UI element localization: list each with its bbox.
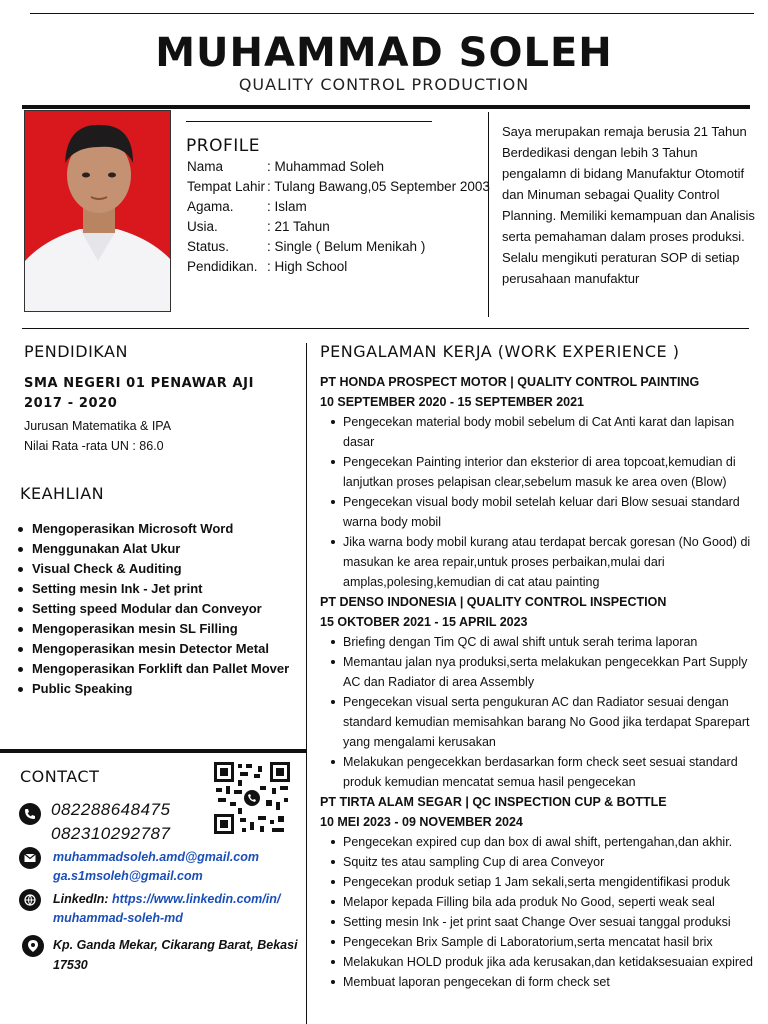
duty-item: Pengecekan Painting interior dan eksterior di area topcoat,kemudian di lanjutkan proses pelapisan clear,sebelum masuk ke area oven (Blow) [320,452,766,492]
skill-item: Setting speed Modular dan Conveyor [18,599,289,619]
experience-list [320,372,766,992]
job-entry [320,372,766,592]
column-divider [306,343,307,1024]
duty-item: Pengecekan material body mobil sebelum di Cat Anti karat dan lapisan dasar [320,412,766,452]
email-primary[interactable]: muhammadsoleh.amd@gmail.com [53,850,259,864]
skill-item: Public Speaking [18,679,289,699]
address-line-1: Kp. Ganda Mekar, Cikarang Barat, Bekasi [53,938,298,952]
profile-value: : 21 Tahun [267,219,330,234]
profile-photo [24,110,171,312]
profile-value: : Islam [267,199,307,214]
location-icon [22,935,44,957]
linkedin-line-2 [53,909,183,928]
duty-item: Pengecekan Brix Sample di Laboratorium,serta mencatat hasil brix [320,932,766,952]
profile-label: Tempat Lahir [187,179,266,194]
skill-item: Mengoperasikan mesin SL Filling [18,619,289,639]
profile-label: Pendidikan. [187,259,258,274]
duty-item: Squitz tes atau sampling Cup di area Conveyor [320,852,766,872]
skills-list [18,519,289,699]
profile-title-rule [186,121,432,122]
linkedin-icon [19,889,41,911]
experience-heading: PENGALAMAN KERJA (WORK EXPERIENCE ) [320,342,680,361]
profile-row-religion [187,197,490,217]
job-date: 15 OKTOBER 2021 - 15 APRIL 2023 [320,615,528,629]
job-title: PT DENSO INDONESIA | QUALITY CONTROL INSPECTION [320,595,667,609]
job-duties [320,832,766,992]
duty-item: Briefing dengan Tim QC di awal shift untuk serah terima laporan [320,632,766,652]
linkedin-label: LinkedIn: [53,892,109,906]
candidate-role: QUALITY CONTROL PRODUCTION [238,75,530,94]
contact-heading: CONTACT [20,767,100,786]
phone-icon [19,803,41,825]
top-rule [30,13,754,14]
linkedin-line [53,890,280,909]
duty-item: Jika warna body mobil kurang atau terdapat bercak goresan (No Good) di masukan ke area repair,untuk proses perbaikan,mulai dari amplas,polesing,kemudian di cat atau painting [320,532,766,592]
profile-details [187,157,490,277]
candidate-name: MUHAMMAD SOLEH [155,30,613,76]
contact-bar [0,749,306,753]
profile-value: : Muhammad Soleh [267,159,385,174]
job-duties [320,632,766,792]
profile-row-status [187,237,490,257]
duty-item: Membuat laporan pengecekan di form check set [320,972,766,992]
job-entry [320,592,766,792]
linkedin-url[interactable]: https://www.linkedin.com/in/ [112,892,281,906]
duty-item: Setting mesin Ink - jet print saat Change Over sesuai tanggal produksi [320,912,766,932]
address-line-2: 17530 [53,958,88,972]
skill-item: Mengoperasikan Microsoft Word [18,519,289,539]
phone-primary[interactable]: 082288648475 [51,800,171,819]
duty-item: Pengecekan produk setiap 1 Jam sekali,serta mengidentifikasi produk [320,872,766,892]
email-secondary[interactable]: ga.s1msoleh@gmail.com [53,869,203,883]
profile-value: : Single ( Belum Menikah ) [267,239,426,254]
skills-heading: KEAHLIAN [20,484,105,503]
qr-code-graphic [214,762,290,834]
profile-row-education [187,257,490,277]
skill-item: Mengoperasikan Forklift dan Pallet Mover [18,659,289,679]
duty-item: Pengecekan visual serta pengukuran AC dan Radiator sesuai dengan standard kemudian memisahkan barang No Good jika terdapat Sparepart yang mengalami kerusakan [320,692,766,752]
mid-rule [22,328,749,329]
job-date: 10 MEI 2023 - 09 NOVEMBER 2024 [320,815,523,829]
job-date: 10 SEPTEMBER 2020 - 15 SEPTEMBER 2021 [320,395,585,409]
skill-item: Visual Check & Auditing [18,559,289,579]
email-icon [19,847,41,869]
job-duties [320,412,766,592]
education-school-block [24,374,254,414]
duty-item: Melapor kepada Filling bila ada produk No Good, seperti weak seal [320,892,766,912]
portrait-image [25,111,171,312]
school-score: Nilai Rata -rata UN : 86.0 [24,439,164,453]
job-title: PT HONDA PROSPECT MOTOR | QUALITY CONTROL PAINTING [320,375,700,389]
job-entry [320,792,766,992]
education-heading: PENDIDIKAN [24,342,128,361]
header-bar [22,105,750,109]
skill-item: Mengoperasikan mesin Detector Metal [18,639,289,659]
profile-label: Nama [187,159,224,174]
duty-item: Pengecekan visual body mobil setelah keluar dari Blow sesuai standard warna body mobil [320,492,766,532]
school-name: SMA NEGERI 01 PENAWAR AJI [24,376,255,391]
duty-item: Melakukan HOLD produk jika ada kerusakan,dan ketidaksesuaian expired [320,952,766,972]
job-title: PT TIRTA ALAM SEGAR | QC INSPECTION CUP & BOTTLE [320,795,667,809]
profile-label: Usia. [187,219,218,234]
duty-item: Pengecekan expired cup dan box di awal shift, pertengahan,dan akhir. [320,832,766,852]
skill-item: Menggunakan Alat Ukur [18,539,289,559]
linkedin-url-continued[interactable]: muhammad-soleh-md [53,911,183,925]
duty-item: Memantau jalan nya produksi,serta melakukan pengecekkan Part Supply AC dan Radiator di area Assembly [320,652,766,692]
profile-label: Status. [187,239,230,254]
profile-label: Agama. [187,199,234,214]
profile-row-name [187,157,490,177]
profile-row-age [187,217,490,237]
skill-item: Setting mesin Ink - Jet print [18,579,289,599]
profile-heading: PROFILE [186,136,260,156]
qr-code [214,762,290,834]
phone-secondary[interactable]: 082310292787 [51,824,171,843]
school-major: Jurusan Matematika & IPA [24,419,172,433]
school-years: 2017 - 2020 [24,396,118,411]
profile-value: : Tulang Bawang,05 September 2003 [267,179,490,194]
profile-row-birthplace [187,177,490,197]
profile-value: : High School [267,259,348,274]
about-summary: Saya merupakan remaja berusia 21 Tahun Berdedikasi dengan lebih 3 Tahun pengalamn di bidang Manufaktur Otomotif dan Minuman sebagai Quality Control Planning. Memiliki kemampuan dan Analisis serta pemahaman dalam proses produksi. Selalu mengikuti peraturan SOP di setiap perusahaan manufaktur [502,124,755,286]
duty-item: Melakukan pengecekkan berdasarkan form check seet sesuai standard produk kemudian mencatat semua hasil pengecekan [320,752,766,792]
